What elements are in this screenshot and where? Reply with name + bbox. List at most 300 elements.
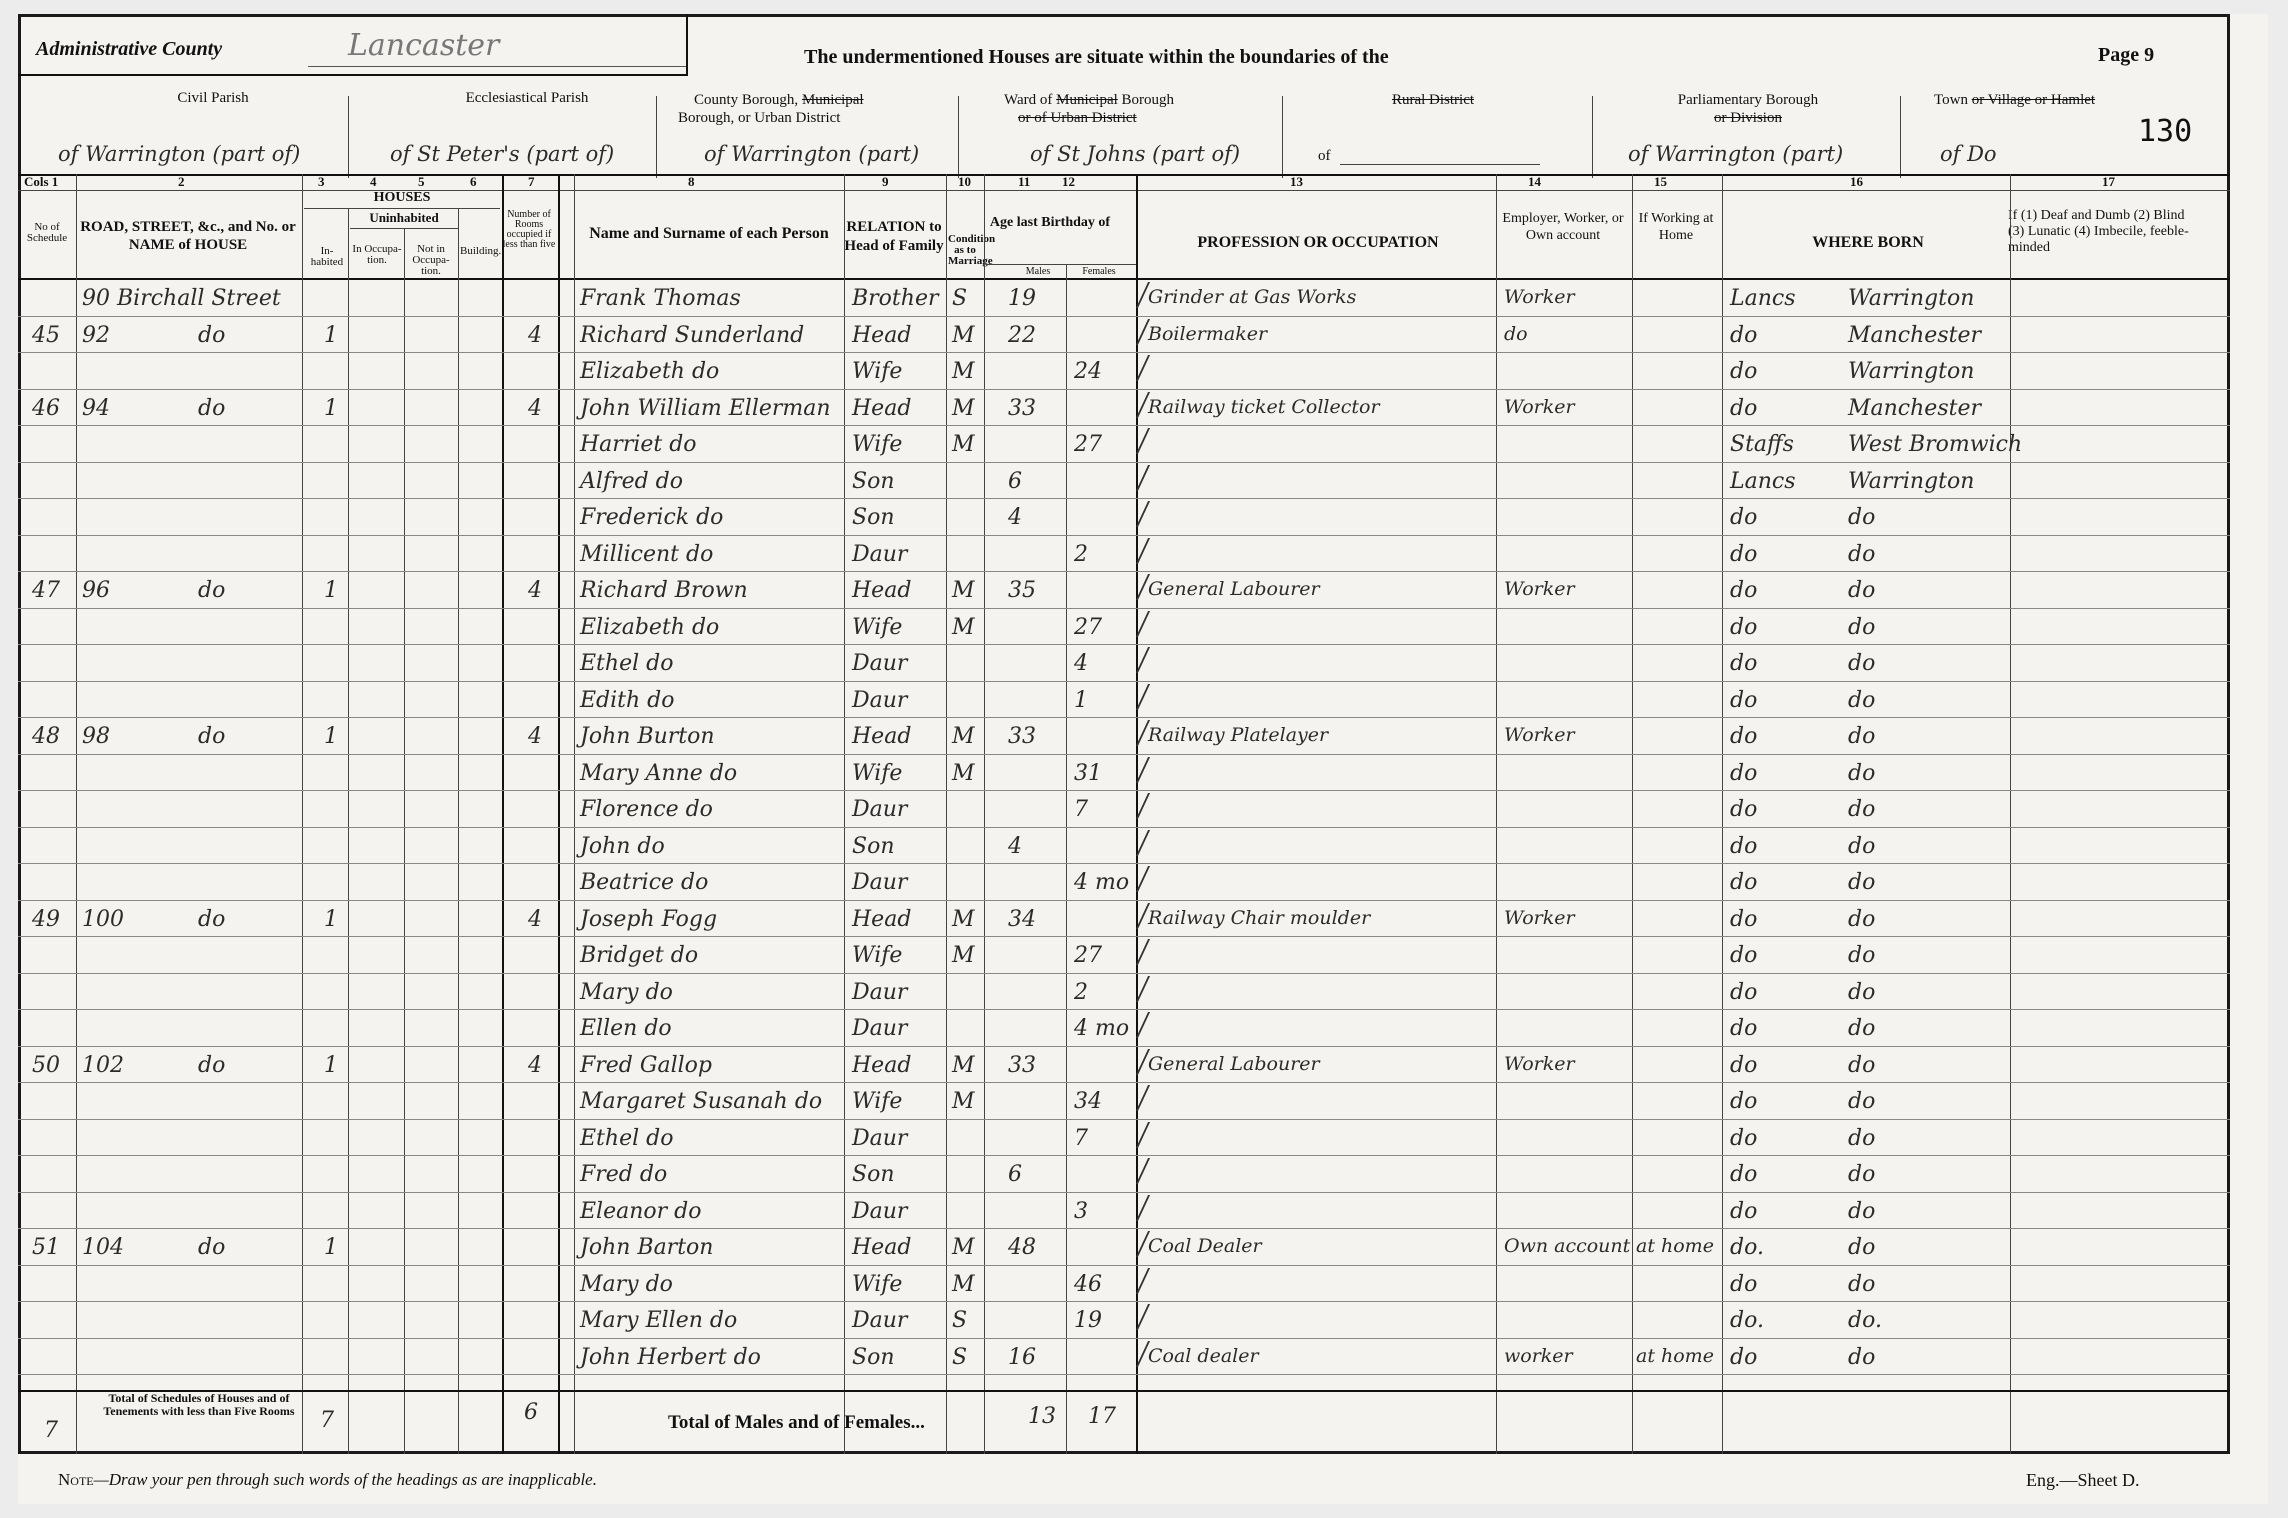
- relation: Son: [852, 505, 895, 530]
- age-female: 2: [1074, 979, 1088, 1005]
- inhabited-count: 1: [324, 395, 338, 421]
- table-row: [18, 718, 2230, 754]
- born-county: do: [1730, 359, 1758, 384]
- col-condition-header: Condition as to Marriage: [948, 233, 996, 267]
- born-town: do: [1848, 1235, 1876, 1260]
- occupation-check-mark: [1136, 830, 1176, 856]
- parl-value: of Warrington (part): [1628, 142, 1844, 166]
- street-name: do: [198, 395, 226, 421]
- street-name: do: [198, 906, 226, 932]
- condition: M: [952, 1235, 975, 1260]
- age-male: 33: [1008, 395, 1036, 421]
- rooms-count: 4: [528, 322, 542, 348]
- street-name: do: [198, 724, 226, 749]
- admin-county-value: Lancaster: [348, 28, 500, 63]
- employer-status: do: [1504, 322, 1528, 345]
- born-town: Manchester: [1848, 395, 1981, 421]
- ward-label: Ward of Municipal Borough: [1004, 92, 1175, 108]
- house-number: 98: [82, 724, 110, 749]
- table-row: [18, 1193, 2230, 1229]
- table-row: [18, 1266, 2230, 1302]
- uninhabited-label: Uninhabited: [369, 210, 439, 225]
- occupation-check-mark: [1136, 684, 1176, 710]
- col-number-12: 12: [1062, 174, 1075, 189]
- employer-status: Worker: [1504, 906, 1575, 929]
- table-row: [18, 463, 2230, 499]
- schedule-number: 51: [32, 1235, 60, 1260]
- admin-county-box-edge: [686, 14, 688, 74]
- divider-6: [1900, 96, 1901, 178]
- age-male: 16: [1008, 1344, 1036, 1370]
- age-female: 27: [1074, 432, 1102, 457]
- condition: M: [952, 359, 975, 384]
- person-name: John William Ellerman: [580, 395, 831, 421]
- col-number-11: 11: [1018, 174, 1031, 189]
- col-not-in-occupation-header: Not in Occupa-tion.: [412, 243, 450, 277]
- born-county: do: [1730, 322, 1758, 348]
- born-county: do: [1730, 1344, 1758, 1370]
- occupation-check-mark: [1136, 1012, 1176, 1038]
- house-number: 90 Birchall Street: [82, 286, 281, 311]
- born-town: do: [1848, 1344, 1876, 1370]
- relation: Son: [852, 833, 895, 859]
- person-name: Harriet do: [580, 432, 697, 457]
- town-value: of Do: [1940, 142, 1997, 166]
- relation: Wife: [852, 614, 903, 640]
- born-county: do: [1730, 870, 1758, 895]
- col-infirmity-header: If (1) Deaf and Dumb (2) Blind (3) Lunatic (4) Imbecile, feeble-minded: [2008, 208, 2189, 255]
- admin-county-label: Administrative County: [36, 38, 223, 60]
- person-name: Elizabeth do: [580, 359, 720, 384]
- house-number: 96: [82, 578, 110, 603]
- age-female: 3: [1074, 1198, 1088, 1224]
- occupation-check-mark: [1136, 1268, 1176, 1294]
- totals-rule: [18, 1390, 2230, 1392]
- person-name: Mary Ellen do: [580, 1308, 738, 1333]
- divider-5: [1592, 96, 1593, 178]
- occupation-check-mark: [1136, 501, 1176, 527]
- occupation-check-mark: [1136, 1195, 1176, 1221]
- relation: Wife: [852, 760, 903, 786]
- person-name: Bridget do: [580, 943, 699, 968]
- occupation: Railway ticket Collector: [1148, 395, 1380, 418]
- relation: Wife: [852, 1271, 903, 1297]
- relation: Daur: [852, 870, 908, 895]
- eccl-parish-value: of St Peter's (part of): [390, 142, 615, 166]
- street-name: do: [198, 1052, 226, 1078]
- person-name: Frederick do: [580, 505, 724, 530]
- col-number-9: 9: [882, 174, 889, 189]
- person-name: John Burton: [580, 724, 715, 749]
- born-town: do: [1848, 541, 1876, 567]
- ward-label-3: or of Urban District: [1018, 110, 1137, 126]
- employer-status: Own account: [1504, 1235, 1631, 1257]
- civil-parish-label: Civil Parish: [177, 90, 249, 106]
- relation: Head: [852, 395, 912, 421]
- table-row: [18, 1047, 2230, 1083]
- relation: Head: [852, 1235, 912, 1260]
- age-female: 4: [1074, 651, 1088, 676]
- born-town: do: [1848, 614, 1876, 640]
- col-name-header: Name and Surname of each Person: [589, 225, 829, 242]
- occupation-check-mark: [1136, 611, 1176, 637]
- town-label: Town or Village or Hamlet: [1934, 92, 2096, 108]
- houses-rule: [304, 208, 500, 209]
- age-female: 34: [1074, 1089, 1102, 1114]
- total-females-value: 17: [1088, 1404, 1116, 1429]
- born-county: do.: [1730, 1235, 1764, 1260]
- age-male: 19: [1008, 286, 1036, 311]
- table-row: [18, 645, 2230, 681]
- born-county: do: [1730, 906, 1758, 932]
- admin-county-box-bottom: [18, 74, 688, 76]
- col-number-5: 5: [418, 174, 425, 189]
- table-row: [18, 426, 2230, 462]
- col-number-17: 17: [2102, 174, 2115, 189]
- col-number-7: 7: [528, 174, 535, 189]
- col-inhabited-header: In-habited: [310, 245, 344, 268]
- person-name: Ethel do: [580, 1125, 674, 1151]
- col-number-2: 2: [178, 174, 185, 189]
- person-name: Alfred do: [580, 468, 684, 494]
- inhabited-count: 1: [324, 724, 338, 749]
- born-town: Warrington: [1848, 468, 1975, 494]
- relation: Head: [852, 724, 912, 749]
- person-name: Frank Thomas: [580, 286, 741, 311]
- relation: Wife: [852, 359, 903, 384]
- relation: Wife: [852, 1089, 903, 1114]
- table-row: [18, 864, 2230, 900]
- working-at-home: at home: [1636, 1235, 1714, 1257]
- rooms-count: 4: [528, 724, 542, 749]
- col-number-8: 8: [688, 174, 695, 189]
- table-row: [18, 317, 2230, 353]
- table-row: [18, 1156, 2230, 1192]
- born-county: do: [1730, 541, 1758, 567]
- person-name: Florence do: [580, 797, 713, 822]
- occupation-check-mark: [1136, 939, 1176, 965]
- age-female: 4 mo: [1074, 1016, 1130, 1041]
- relation: Daur: [852, 1016, 908, 1041]
- born-town: do: [1848, 578, 1876, 603]
- col-number-15: 15: [1654, 174, 1667, 189]
- table-row: [18, 1010, 2230, 1046]
- born-town: do: [1848, 979, 1876, 1005]
- inhabited-count: 1: [324, 1235, 338, 1260]
- col-employer-header: Employer, Worker, or Own account: [1502, 211, 1624, 243]
- footer-note: Note—Draw your pen through such words of the headings as are inapplicable.: [58, 1470, 597, 1489]
- occupation-check-mark: [1136, 538, 1176, 564]
- person-name: Fred Gallop: [580, 1052, 712, 1078]
- employer-status: Worker: [1504, 724, 1575, 746]
- col-females-header: Females: [1082, 266, 1116, 277]
- born-county: do: [1730, 614, 1758, 640]
- condition: M: [952, 614, 975, 640]
- col-number-14: 14: [1528, 174, 1541, 189]
- relation: Daur: [852, 1198, 908, 1224]
- condition: M: [952, 322, 975, 348]
- condition: M: [952, 432, 975, 457]
- occupation-check-mark: [1136, 465, 1176, 491]
- rural-underline: [1340, 164, 1540, 165]
- condition: S: [952, 1308, 968, 1333]
- col-number-1: Cols 1: [24, 174, 59, 189]
- relation: Head: [852, 1052, 912, 1078]
- relation: Daur: [852, 1308, 908, 1333]
- inhabited-count: 1: [324, 322, 338, 348]
- table-row: [18, 828, 2230, 864]
- age-female: 4 mo: [1074, 870, 1130, 895]
- person-name: Mary do: [580, 979, 673, 1005]
- ward-value: of St Johns (part of): [1030, 142, 1241, 166]
- col-building-header: Building.: [460, 245, 502, 257]
- born-town: do: [1848, 833, 1876, 859]
- born-county: do: [1730, 395, 1758, 421]
- col-in-occupation-header: In Occupa-tion.: [352, 243, 402, 266]
- relation: Wife: [852, 432, 903, 457]
- age-male: 6: [1008, 468, 1022, 494]
- table-row: [18, 390, 2230, 426]
- parl-division-label: or Division: [1714, 110, 1782, 126]
- employer-status: Worker: [1504, 395, 1575, 418]
- relation: Daur: [852, 651, 908, 676]
- table-row: [18, 1302, 2230, 1338]
- employer-status: Worker: [1504, 1052, 1575, 1075]
- born-county: do: [1730, 578, 1758, 603]
- born-town: Warrington: [1848, 286, 1975, 311]
- person-name: Joseph Fogg: [580, 906, 718, 932]
- inhabited-count: 1: [324, 906, 338, 932]
- col-rooms-header: Number of Rooms occupied if less than five: [502, 209, 556, 250]
- relation: Daur: [852, 979, 908, 1005]
- condition: M: [952, 943, 975, 968]
- age-male: 34: [1008, 906, 1036, 932]
- born-county: do: [1730, 651, 1758, 676]
- table-row: [18, 791, 2230, 827]
- person-name: Ethel do: [580, 651, 674, 676]
- occupation-check-mark: [1136, 1304, 1176, 1330]
- col-number-10: 10: [958, 174, 971, 189]
- street-name: do: [198, 322, 226, 348]
- document-title: The undermentioned Houses are situate within the boundaries of the: [804, 46, 1389, 68]
- occupation-check-mark: [1136, 1158, 1176, 1184]
- parl-borough-label: Parliamentary Borough: [1677, 92, 1819, 108]
- person-name: John Barton: [580, 1235, 714, 1260]
- born-town: do: [1848, 870, 1876, 895]
- page-label: Page 9: [2098, 44, 2155, 66]
- rural-district-value: of: [1318, 148, 1331, 164]
- born-county: Staffs: [1730, 432, 1794, 457]
- age-male: 22: [1008, 322, 1036, 348]
- occupation-check-mark: [1136, 866, 1176, 892]
- born-county: do: [1730, 505, 1758, 530]
- occupation: General Labourer: [1148, 1052, 1320, 1075]
- born-town: Warrington: [1848, 359, 1975, 384]
- age-female: 1: [1074, 687, 1088, 713]
- divider-2: [656, 96, 657, 178]
- table-row: [18, 1339, 2230, 1375]
- born-town: do: [1848, 943, 1876, 968]
- divider-1: [348, 96, 349, 178]
- divider-3: [958, 96, 959, 178]
- col-age-header: Age last Birthday of: [989, 215, 1111, 230]
- condition: M: [952, 1271, 975, 1297]
- table-row: [18, 1229, 2230, 1265]
- born-county: do: [1730, 687, 1758, 713]
- age-female: 24: [1074, 359, 1102, 384]
- born-county: do: [1730, 760, 1758, 786]
- person-name: Eleanor do: [580, 1198, 702, 1224]
- totals-label: Total of Schedules of Houses and of Tenements with less than Five Rooms: [103, 1391, 295, 1418]
- occupation-check-mark: [1136, 976, 1176, 1002]
- person-name: Edith do: [580, 687, 675, 713]
- born-town: do: [1848, 1125, 1876, 1151]
- total-schedules-value: 7: [44, 1418, 58, 1443]
- col-occupation-header: PROFESSION OR OCCUPATION: [1197, 234, 1439, 251]
- col-home-header: If Working at Home: [1638, 211, 1714, 243]
- person-name: Mary do: [580, 1271, 673, 1297]
- age-female: 27: [1074, 943, 1102, 968]
- col-number-4: 4: [370, 174, 377, 189]
- table-row: [18, 755, 2230, 791]
- occupation-check-mark: [1136, 757, 1176, 783]
- born-county: do: [1730, 1089, 1758, 1114]
- age-female: 19: [1074, 1308, 1102, 1333]
- row-rule: [18, 1374, 2230, 1375]
- person-name: Richard Sunderland: [580, 322, 805, 348]
- county-borough-value: of Warrington (part): [704, 142, 920, 166]
- age-female: 31: [1074, 760, 1102, 786]
- schedule-number: 47: [32, 578, 60, 603]
- occupation: Coal dealer: [1148, 1344, 1259, 1367]
- relation: Head: [852, 322, 912, 348]
- condition: S: [952, 1344, 968, 1370]
- house-number: 104: [82, 1235, 124, 1260]
- house-number: 102: [82, 1052, 124, 1078]
- born-county: do: [1730, 724, 1758, 749]
- age-female: 7: [1074, 1125, 1088, 1151]
- county-borough-label: County Borough, Municipal: [694, 92, 864, 108]
- born-town: do: [1848, 1089, 1876, 1114]
- condition: M: [952, 906, 975, 932]
- age-male: 33: [1008, 1052, 1036, 1078]
- relation: Son: [852, 1344, 895, 1370]
- col-schedule-header: No of Schedule: [26, 221, 68, 244]
- footer-sheet-label: Eng.—Sheet D.: [2026, 1470, 2140, 1490]
- condition: M: [952, 724, 975, 749]
- occupation: General Labourer: [1148, 578, 1320, 600]
- table-row: [18, 1120, 2230, 1156]
- born-county: do: [1730, 1125, 1758, 1151]
- table-row: [18, 1083, 2230, 1119]
- age-male: 35: [1008, 578, 1036, 603]
- condition: M: [952, 578, 975, 603]
- age-rule: [986, 264, 1136, 265]
- age-male: 33: [1008, 724, 1036, 749]
- schedule-number: 50: [32, 1052, 60, 1078]
- person-name: John Herbert do: [580, 1344, 761, 1370]
- person-name: Fred do: [580, 1162, 668, 1187]
- born-county: Lancs: [1730, 468, 1796, 494]
- born-county: do: [1730, 833, 1758, 859]
- born-county: do: [1730, 979, 1758, 1005]
- occupation: Boilermaker: [1148, 322, 1268, 345]
- col-number-3: 3: [318, 174, 325, 189]
- working-at-home: at home: [1636, 1344, 1714, 1367]
- street-name: do: [198, 1235, 226, 1260]
- occupation: Railway Chair moulder: [1148, 906, 1371, 929]
- person-name: Mary Anne do: [580, 760, 738, 786]
- born-town: West Bromwich: [1848, 432, 2023, 457]
- schedule-number: 45: [32, 322, 60, 348]
- occupation-check-mark: [1136, 1122, 1176, 1148]
- age-male: 6: [1008, 1162, 1022, 1187]
- relation: Brother: [852, 286, 939, 311]
- admin-county-underline: [308, 66, 688, 67]
- employer-status: worker: [1504, 1344, 1573, 1367]
- condition: M: [952, 1052, 975, 1078]
- rural-district-label: Rural District: [1391, 92, 1475, 108]
- employer-status: Worker: [1504, 286, 1575, 308]
- born-county: do: [1730, 797, 1758, 822]
- house-number: 92: [82, 322, 110, 348]
- born-town: do: [1848, 760, 1876, 786]
- boundary-bottom-rule: [18, 174, 2230, 176]
- relation: Daur: [852, 1125, 908, 1151]
- age-male: 48: [1008, 1235, 1036, 1260]
- employer-status: Worker: [1504, 578, 1575, 600]
- table-row: [18, 499, 2230, 535]
- col-born-header: WHERE BORN: [1812, 234, 1924, 251]
- relation: Wife: [852, 943, 903, 968]
- occupation-check-mark: [1136, 355, 1176, 381]
- schedule-number: 49: [32, 906, 60, 932]
- county-borough-label-2: Borough, or Urban District: [678, 110, 841, 126]
- born-county: do: [1730, 1198, 1758, 1224]
- relation: Daur: [852, 687, 908, 713]
- occupation-check-mark: [1136, 647, 1176, 673]
- street-name: do: [198, 578, 226, 603]
- born-county: Lancs: [1730, 286, 1796, 311]
- condition: M: [952, 1089, 975, 1114]
- col-number-13: 13: [1290, 174, 1303, 189]
- born-town: do: [1848, 1162, 1876, 1187]
- born-town: do: [1848, 797, 1876, 822]
- total-inhabited-value: 7: [320, 1408, 334, 1433]
- born-town: do: [1848, 505, 1876, 530]
- age-male: 4: [1008, 505, 1022, 530]
- born-town: do: [1848, 1052, 1876, 1078]
- col-number-16: 16: [1850, 174, 1863, 189]
- inhabited-count: 1: [324, 1052, 338, 1078]
- relation: Son: [852, 468, 895, 494]
- born-town: do: [1848, 651, 1876, 676]
- rooms-count: 4: [528, 395, 542, 421]
- person-name: Beatrice do: [580, 870, 709, 895]
- condition: M: [952, 395, 975, 421]
- table-row: [18, 937, 2230, 973]
- census-sheet: [18, 14, 2268, 1504]
- col-relation-header: RELATION to Head of Family: [844, 219, 944, 254]
- occupation: Grinder at Gas Works: [1148, 286, 1357, 308]
- person-name: Ellen do: [580, 1016, 672, 1041]
- house-number: 94: [82, 395, 110, 421]
- born-town: do: [1848, 906, 1876, 932]
- condition: S: [952, 286, 968, 311]
- born-town: do: [1848, 1271, 1876, 1297]
- occupation-check-mark: [1136, 1085, 1176, 1111]
- relation: Daur: [852, 541, 908, 567]
